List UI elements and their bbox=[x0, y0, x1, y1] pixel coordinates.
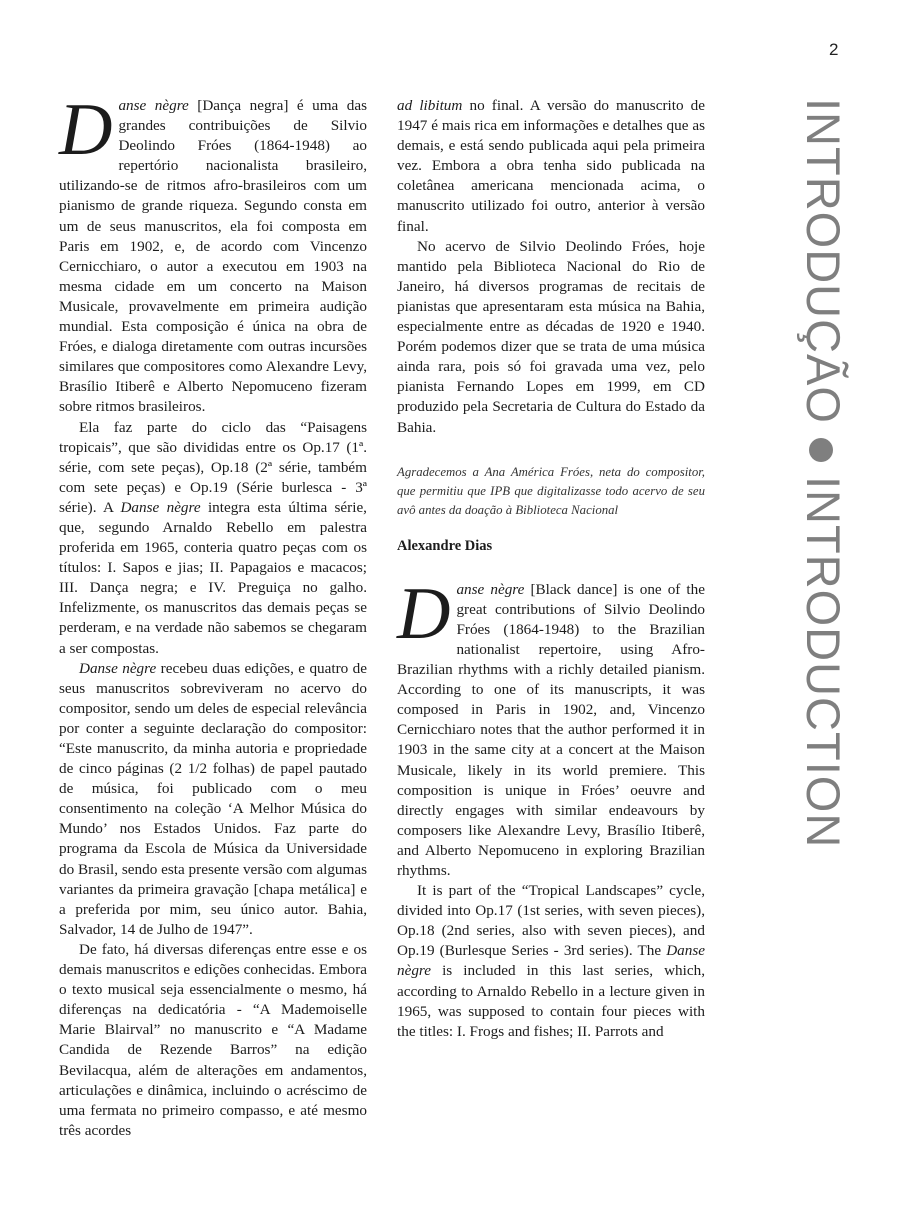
side-title bbox=[797, 98, 850, 849]
pt-p3-work-title: Danse nègre bbox=[79, 659, 157, 677]
page-number: 2 bbox=[829, 40, 839, 59]
en-paragraph-1 bbox=[397, 572, 705, 881]
pt-p4-ad-libitum: ad libitum bbox=[397, 97, 463, 114]
author-name: Alexandre Dias bbox=[397, 537, 493, 554]
en-work-title: anse nègre bbox=[456, 580, 525, 598]
portuguese-text-column bbox=[59, 89, 368, 1141]
en-p2-text-b: is included in this last series, which, according to Arnaldo Rebello in a lecture given in 1965, was supposed to contain four pieces with the titles: I. Frogs and fishes; II. Parrots and bbox=[397, 962, 705, 1040]
en-paragraph-2 bbox=[397, 881, 705, 1042]
en-drop-cap: D bbox=[397, 572, 451, 655]
pt-p2-work-title: Danse nègre bbox=[120, 498, 201, 516]
pt-p2-text-a: Ela faz parte do ciclo das “Paisagens tropicais”, que são divididas entre os Op.17 (1ª. série, com sete peças), Op.18 (2ª série, também com sete peças) e Op.19 (Série burlesca - 3ª série). A bbox=[59, 418, 367, 516]
pt-work-title: anse nègre bbox=[118, 97, 189, 114]
side-title-english: INTRODUCTION bbox=[797, 475, 850, 849]
right-text-column bbox=[397, 96, 705, 1042]
bullet-separator-icon bbox=[809, 438, 833, 462]
pt-p2-text-b: integra esta última série, que, segundo Arnaldo Rebello em palestra proferida em 1965, conteria quatro peças com os títulos: I. Sapos e jias; II. Papagaios e macacos; III. Dança negra; e IV. Preguiça no galho. Infelizmente, os manuscritos das demais peças se perderam, e na verdade não sabemos se chegaram a ser compostas. bbox=[59, 498, 367, 657]
pt-p4-text-b: no final. A versão do manuscrito de 1947 é mais rica em informações e detalhes que as demais, e está sendo publicada aqui pela primeira vez. Embora a obra tenha sido publicada na coletânea americana mencionada acima, o manuscrito utilizado foi outro, anterior à versão final. bbox=[397, 97, 705, 235]
pt-p4-text-a: De fato, há diversas diferenças entre esse e os demais manuscritos e edições conhecidas. Embora o texto musical seja essencialmente o mesmo, há diferenças na dedicatória - “A Mademoiselle Marie Blairval” no manuscrito e “A Madame Candida de Rezende Barros” na edição Bevilacqua, além de alterações em andamentos, articulações e dinâmica, incluindo o acréscimo de uma fermata no primeiro compasso, e até mesmo três acordes bbox=[59, 940, 367, 1139]
en-p1-text: [Black dance] is one of the great contributions of Silvio Deolindo Fróes (1864-1948) to the Brazilian nationalist repertoire, using Afro-Brazilian rhythms with a richly detailed pianism. According to one of its manuscripts, it was composed in Paris in 1902, and, Vincenzo Cernicchiaro notes that the author performed it in 1903 in the same city at a concert at the Maison Musicale, likely in its world premiere. This composition is unique in Fróes’ oeuvre and directly engages with similar endeavours by composers like Alexandre Levy, Brasílio Itiberê, and Alberto Nepomuceno in exploring Brazilian rhythms. bbox=[397, 580, 705, 879]
pt-paragraph-1 bbox=[59, 89, 367, 418]
pt-p3-text: recebeu duas edições, e quatro de seus manuscritos sobreviveram no acervo do compositor, sendo um deles de especial relevância por conter a seguinte declaração do compositor: “Este manuscrito, da minha autoria e propriedade de cinco páginas (2 1/2 folhas) de papel pautado de música, foi publicado com o meu consentimento na coleção ‘A Melhor Música do Mundo’ nos Estados Unidos. Faz parte do programa da Escola de Música da Universidade do Brasil, sendo esta presente versão com algumas variantes da primeira gravação [chapa metálica] e a preferida por mim, seu único autor. Bahia, Salvador, 14 de Julho de 1947”. bbox=[59, 659, 368, 938]
en-p2-work-title: Danse nègre bbox=[397, 942, 705, 980]
acknowledgement: Agradecemos a Ana América Fróes, neta do compositor, que permitiu que IPB que digitalizasse todo acervo de seu avô antes da doação à Biblioteca Nacional bbox=[397, 464, 705, 517]
pt-p1-text: [Dança negra] é uma das grandes contribuições de Silvio Deolindo Fróes (1864-1948) ao repertório nacionalista brasileiro, utilizando-se de ritmos afro-brasileiros com um pianismo de grande riqueza. Segundo consta em um de seus manuscritos, ela foi composta em Paris em 1902, e, de acordo com Vincenzo Cernicchiaro, o autor a executou em 1903 na mesma cidade em um concerto na Maison Musicale, provavelmente em primeira audição mundial. Esta composição é única na obra de Fróes, e dialoga diretamente com outras incursões similares que compositores como Alexandre Levy, Brasílio Itiberê e Alberto Nepomuceno fizeram sobre ritmos brasileiros. bbox=[59, 97, 367, 416]
pt-paragraph-3 bbox=[59, 659, 367, 940]
side-title-portuguese: INTRODUÇÃO bbox=[797, 98, 850, 424]
pt-paragraph-4-continued bbox=[397, 96, 705, 237]
pt-paragraph-4 bbox=[59, 940, 367, 1141]
en-p2-text-a: It is part of the “Tropical Landscapes” cycle, divided into Op.17 (1st series, with seven pieces), Op.18 (2nd series, also with seven pieces), and Op.19 (Burlesque Series - 3rd series). The bbox=[397, 882, 705, 960]
pt-drop-cap: D bbox=[59, 89, 113, 171]
pt-paragraph-5: No acervo de Silvio Deolindo Fróes, hoje mantido pela Biblioteca Nacional do Rio de Janeiro, há diversos programas de recitais de pianistas que apresentaram esta música na Bahia, especialmente entre as décadas de 1920 e 1940. Porém podemos dizer que se trata de uma música ainda rara, pois só foi gravada uma vez, pelo pianista Fernando Lopes em 1999, em CD produzido pela Secretaria de Cultura do Estado da Bahia. bbox=[397, 237, 705, 436]
pt-paragraph-2 bbox=[59, 418, 367, 659]
